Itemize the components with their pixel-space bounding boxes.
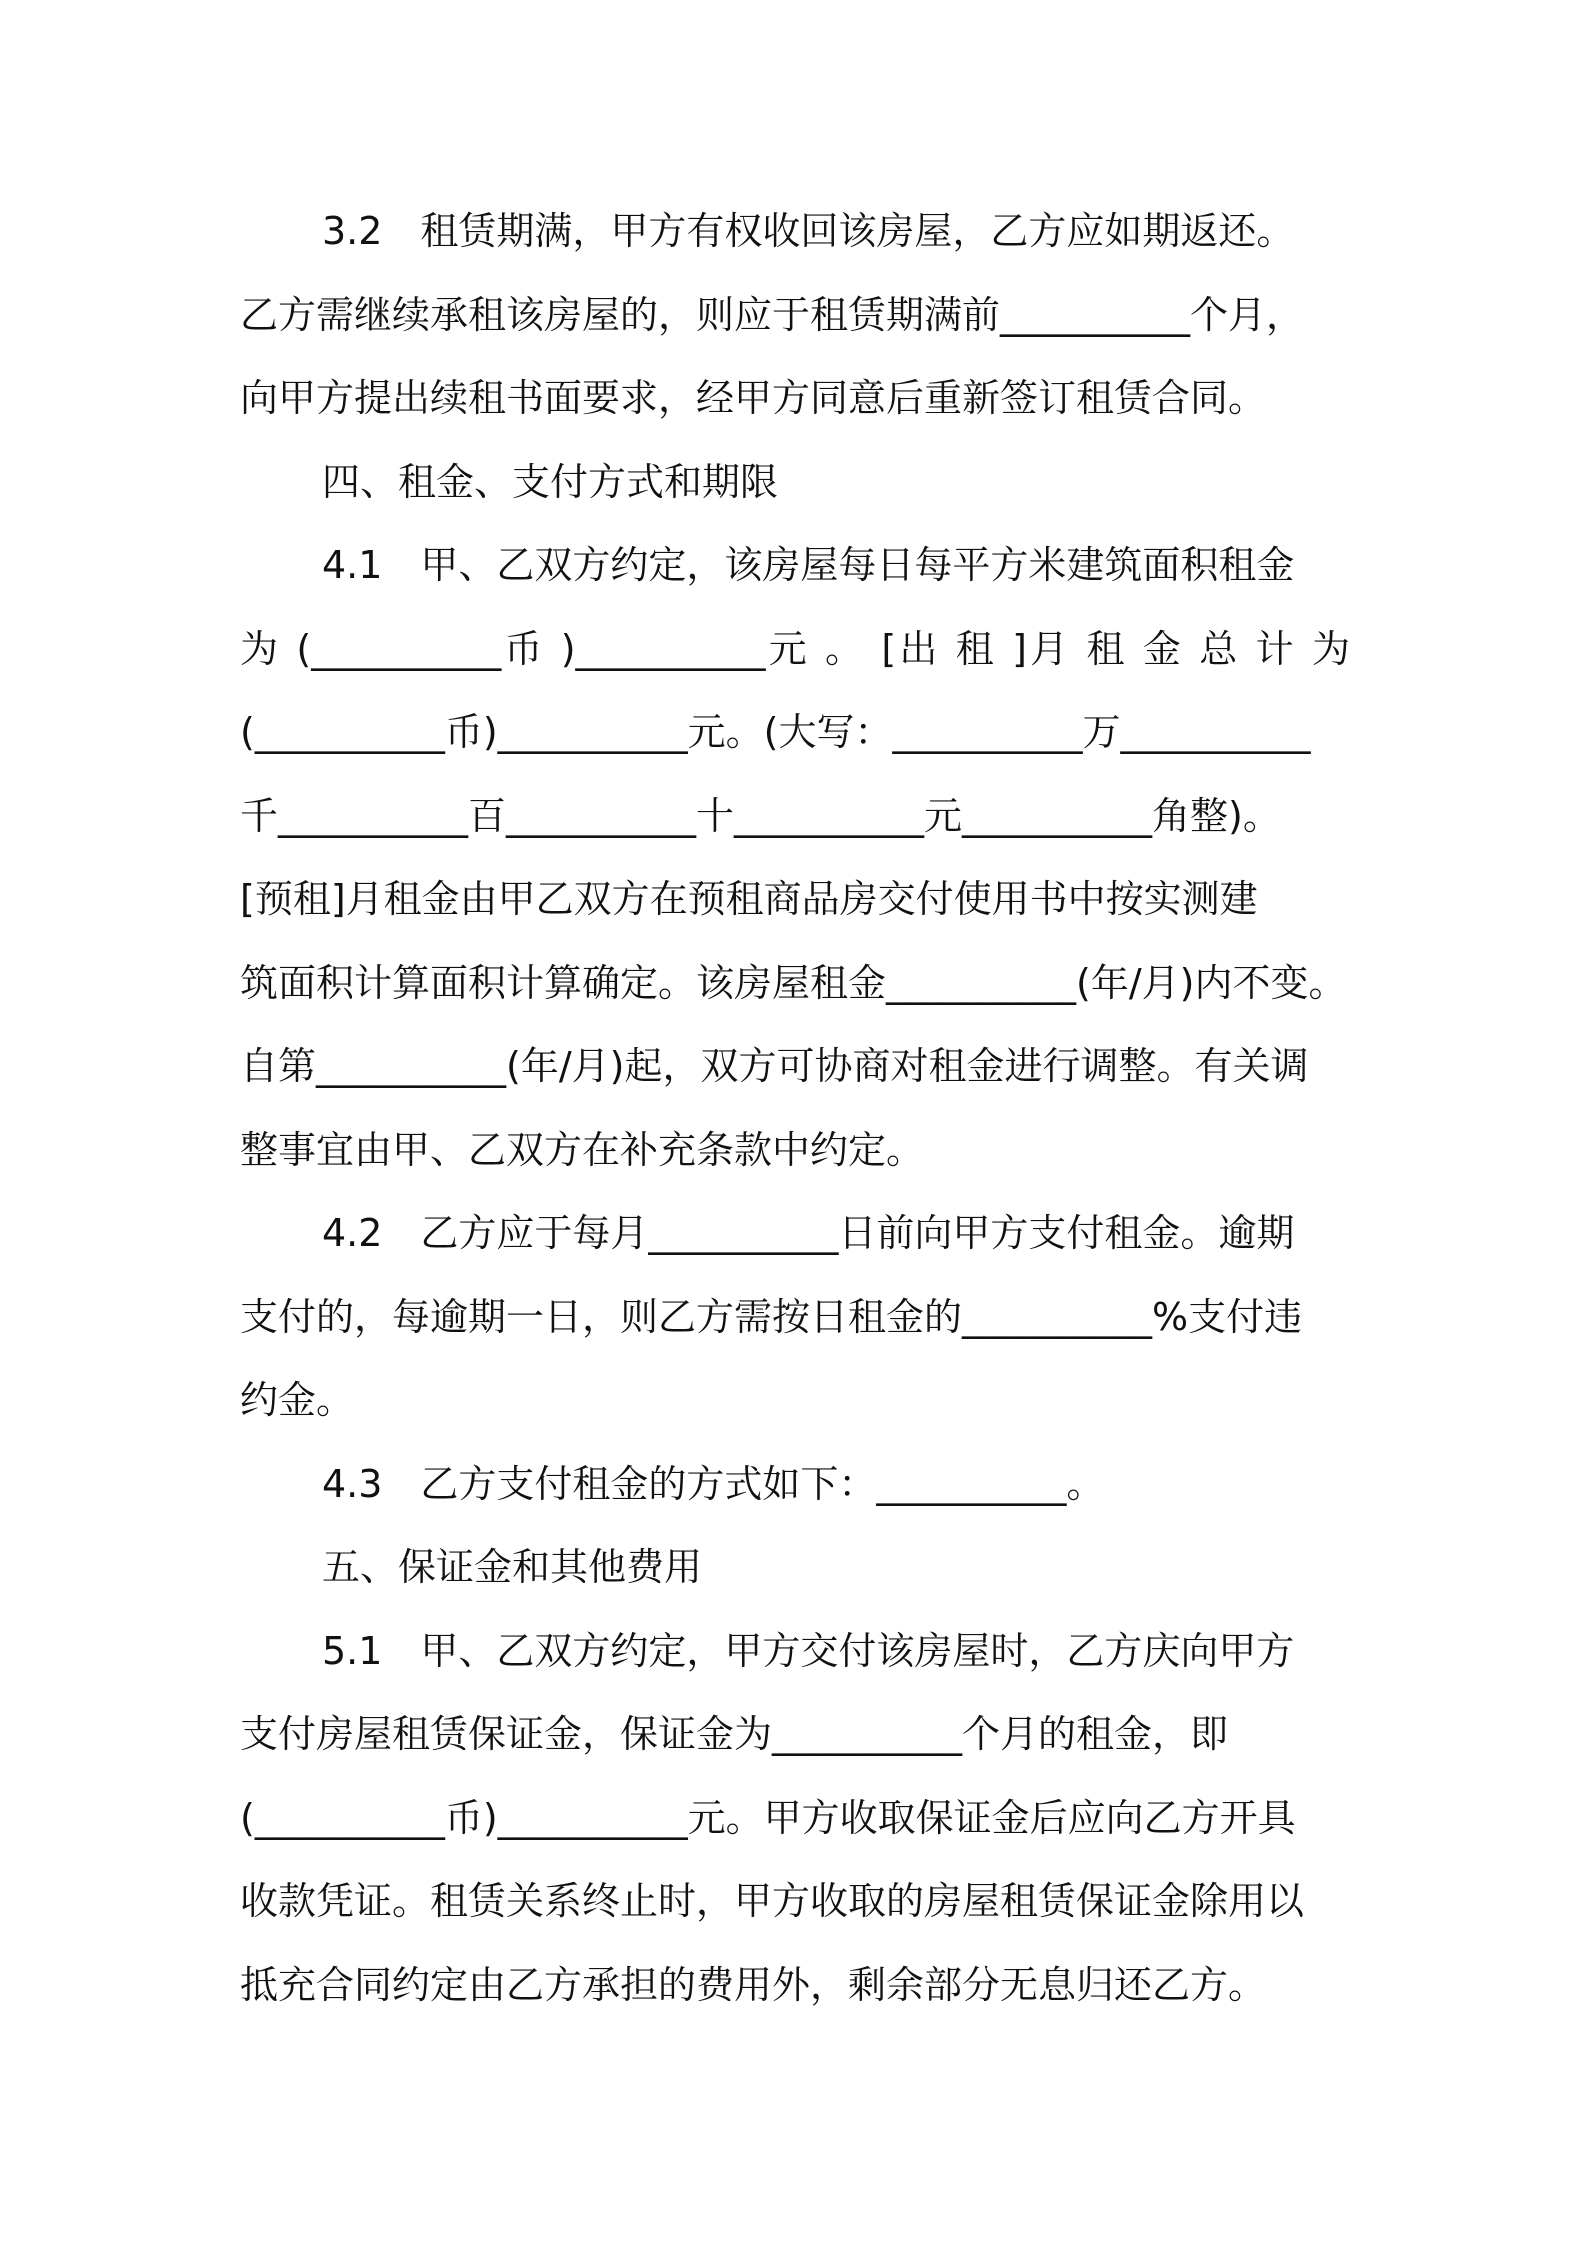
clause-3-2-line-1: 3.2 租赁期满，甲方有权收回该房屋，乙方应如期返还。 (322, 209, 1295, 253)
clause-3-2-line-2: 乙方需继续承租该房屋的，则应于租赁期满前__________个月， (240, 292, 1305, 337)
contract-text (240, 190, 1350, 2027)
clause-4-1-line-8: 整事宜由甲、乙双方在补充条款中约定。 (240, 1127, 925, 1172)
clause-5-1-line-2: 支付房屋租赁保证金，保证金为__________个月的租金，即 (240, 1712, 1229, 1756)
clause-5-1-line-4: 收款凭证。租赁关系终止时，甲方收取的房屋租赁保证金除用以 (240, 1879, 1305, 1923)
clause-4-1-line-5: [预租]月租金由甲乙双方在预租商品房交付使用书中按实测建 (240, 877, 1258, 921)
clause-4-1-line-4: 千__________百__________十__________元__________角整)。 (240, 793, 1281, 838)
clause-4-2-line-3: 约金。 (240, 1378, 355, 1422)
clause-4-3-line-1: 4.3 乙方支付租金的方式如下：__________。 (322, 1461, 1105, 1506)
section-5-heading: 五、保证金和其他费用 (322, 1545, 703, 1589)
clause-5-1-line-3: (__________币)__________元。甲方收取保证金后应向乙方开具 (240, 1795, 1296, 1840)
clause-3-2-line-3: 向甲方提出续租书面要求，经甲方同意后重新签订租赁合同。 (240, 376, 1267, 420)
clause-4-2-line-1: 4.2 乙方应于每月__________日前向甲方支付租金。逾期 (322, 1211, 1295, 1255)
clause-4-1-line-6: 筑面积计算面积计算确定。该房屋租金__________(年/月)内不变。 (240, 960, 1347, 1005)
section-4-heading: 四、租金、支付方式和期限 (322, 459, 779, 504)
clause-5-1-line-1: 5.1 甲、乙双方约定，甲方交付该房屋时，乙方庆向甲方 (322, 1628, 1295, 1673)
clause-5-1-line-5: 抵充合同约定由乙方承担的费用外，剩余部分无息归还乙方。 (240, 1962, 1267, 2007)
clause-4-1-line-2: 为 (__________币 )__________元 。 [出 租 ]月 租 金 总 计 为 (240, 626, 1350, 671)
clause-4-2-line-2: 支付的，每逾期一日，则乙方需按日租金的__________%支付违 (240, 1294, 1303, 1339)
clause-4-1-line-7: 自第__________(年/月)起，双方可协商对租金进行调整。有关调 (240, 1044, 1309, 1088)
clause-4-1-line-1: 4.1 甲、乙双方约定，该房屋每日每平方米建筑面积租金 (322, 543, 1295, 587)
clause-4-1-line-3: (__________币)__________元。(大写：__________万__________ (240, 710, 1311, 754)
